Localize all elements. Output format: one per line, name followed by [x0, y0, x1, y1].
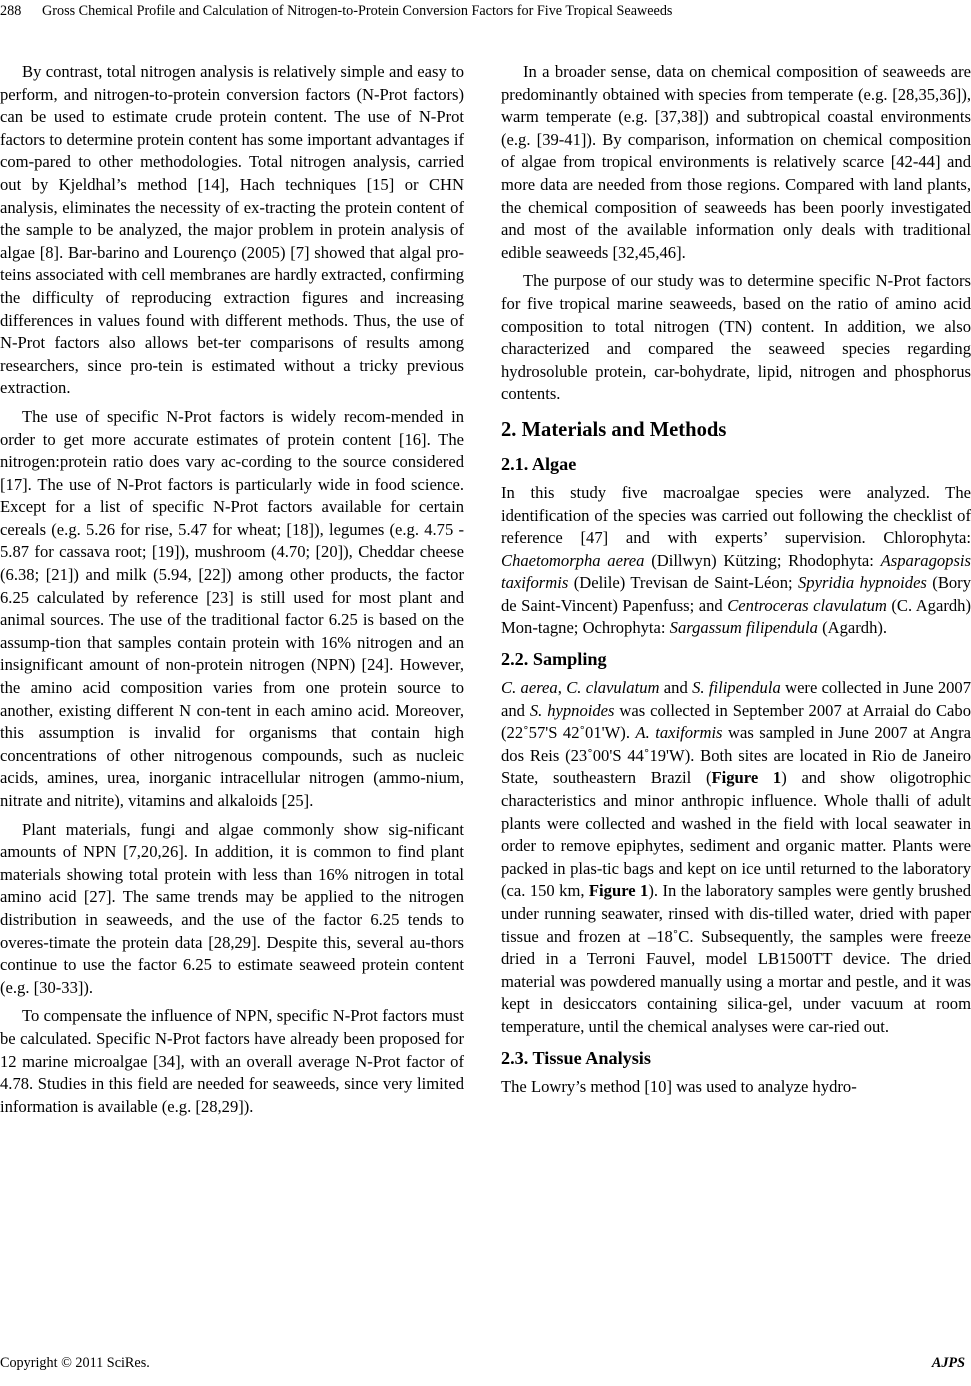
paragraph: To compensate the influence of NPN, specific N-Prot factors must be calculated. Specific N-Prot factors have already been proposed for 12 marine microalgae [34], with an overall average N-Prot factor of 4.78. Studies in this field are needed for seaweeds, since very limited information is available (e.g. [28,29]). [0, 1006, 464, 1116]
text-run: were collected in June 2007 and [501, 678, 971, 720]
paragraph: By contrast, total nitrogen analysis is relatively simple and easy to perform, and nitrogen-to-protein conversion factors (N-Prot factors) can be used to estimate crude protein content. The use of N-Prot factors to determine protein content has some important advantages if com-pared to other methodologies. Total nitrogen analysis, carried out by Kjeldhal’s method [14], Hach techniques [15] or CHN analysis, eliminates the necessity of ex-tracting the protein content of the sample to be analyzed, the major problem in protein analysis of algae [8]. Bar-barino and Lourenço (2005) [7] showed that algal pro-teins associated with cell membranes are hardly extracted, confirming the difficulty of reproducing extraction figures and increasing differences in values found with different methods. Thus, the use of N-Prot factors also allows bet-ter comparisons of results among researchers, since pro-tein is estimated without a tricky previous extraction. [0, 62, 464, 398]
copyright-text: Copyright © 2011 SciRes. [0, 1355, 150, 1371]
page-number: 288 [0, 3, 22, 19]
section-heading: 2. Materials and Methods [501, 418, 727, 441]
paragraph: Plant materials, fungi and algae commonly show sig-nificant amounts of NPN [7,20,26]. In addition, it is common to find plant materials showing total protein with less than 16% nitrogen in total amino acid [27]. The same trends may be applied to the nitrogen distribution in seaweeds, and the use of the factor 6.25 tends to overes-timate the protein data [28,29]. Despite this, several au-thors continue to use the factor 6.25 to estimate seaweed protein content (e.g. [30-33]). [0, 819, 464, 997]
text-run: and [659, 678, 693, 698]
paragraph: In a broader sense, data on chemical composition of seaweeds are predominantly obtained with species from temperate (e.g. [28,35,36]), warm temperate (e.g. [37,38]) and subtropical coastal environments (e.g. [39-41]). By comparison, information on chemical composition of algae from tropical environments is relatively scarce [42-44] and more data are needed from those regions. Compared with land plants, the chemical composition of seaweeds has been poorly investigated and most of the available information only deals with traditional edible seaweeds [32,45,46]. [501, 62, 971, 262]
algae-paragraph [501, 482, 971, 640]
species-name: S. hypnoides [529, 700, 615, 720]
text-run: (Dillwyn) Kützing; Rhodophyta: [644, 550, 881, 570]
paragraph: The purpose of our study was to determine specific N-Prot factors for five tropical marine seaweeds, based on the ratio of amino acid composition to total nitrogen (TN) content. In addition, we also characterized and compared the seaweed species regarding hydrosoluble protein, car-bohydrate, lipid, nitrogen and phosphorus contents. [501, 271, 971, 404]
species-name: Sargassum filipendula [669, 618, 818, 638]
species-name: C. clavulatum [566, 678, 660, 698]
figure-reference: Figure 1 [588, 881, 649, 901]
text-run: In this study five macroalgae species were analyzed. The identification of the species was carried out following the checklist of reference [47] and with experts’ supervision. Chlorophyta: [501, 482, 971, 548]
text-run: (Agardh). [817, 618, 888, 638]
tissue-paragraph: The Lowry’s method [10] was used to analyze hydro- [501, 1076, 857, 1096]
journal-abbreviation: AJPS [931, 1355, 965, 1371]
figure-reference: Figure 1 [711, 768, 782, 788]
text-run: (Delile) Trevisan de Saint-Léon; [568, 573, 798, 593]
text-run: was collected in September 2007 at Arraial do Cabo (22˚57'S 42˚01'W). [501, 700, 971, 743]
subsection-heading-tissue: 2.3. Tissue Analysis [501, 1047, 651, 1068]
paragraph: The use of specific N-Prot factors is widely recom-mended in order to get more accurate estimates of protein content [16]. The nitrogen:protein ratio does vary ac-cording to the source considered [17]. The use of N-Prot factors is particularly wide in food science. Except for a list of specific N-Prot factors available for certain cereals (e.g. 5.26 for rise, 5.47 for wheat; [18]), legumes (e.g. 4.75 - 5.87 for cassava root; [19]), mushroom (4.70; [20]), Cheddar cheese (6.38; [21]) and milk (5.94, [22]) among other products, the factor 6.25 calculated by reference [23] is still used for most plant and animal sources. The use of the traditional factor 6.25 is based on the assump-tion that samples contain protein with 16% nitrogen and an insignificant amount of non-protein nitrogen (NPN) [24]. However, the amino acid composition varies from one protein source to another, existing different N con-tent in each amino acid. Moreover, this assumption is invalid for organisms that contain high concentrations of other nitrogenous compounds, such as nucleic acids, amines, urea, inorganic intracellular nitrogen (ammo-nium, nitrate and nitrite), vitamins and alkaloids [25]. [0, 406, 464, 810]
right-column [501, 61, 971, 1098]
species-name: C. aerea [501, 678, 558, 698]
text-run: , [557, 678, 567, 698]
text-run: ). In the laboratory samples were gently brushed under running seawater, rinsed with dis-tilled water, dried with paper tissue and frozen at –18˚C. Subsequently, the samples were freeze dried in a Terroni Fauvel, model LB1500TT device. The dried material was powdered manually using a mortar and pestle, and it was kept in desiccators containing silica-gel, under vacuum at room temperature, until the chemical analyses were car-ried out. [501, 881, 971, 1036]
running-title: Gross Chemical Profile and Calculation of Nitrogen-to-Protein Conversion Factors for Five Tropical Seaweeds [42, 3, 673, 19]
subsection-heading-algae: 2.1. Algae [501, 453, 577, 474]
sampling-paragraph [501, 677, 971, 1039]
text-run: ) and show oligotrophic characteristics and minor anthropic influence. Whole thalli of adult plants were collected and washed in the field with local seawater in order to remove epiphytes, sediment and organic matter. Plants were packed in plas-tic bags and kept on ice until returned to the laboratory (ca. 150 km, [501, 768, 971, 901]
text-run: was sampled in June 2007 at Angra dos Reis (23˚00'S 44˚19'W). Both sites are located in Rio de Janeiro State, southeastern Brazil ( [501, 723, 971, 788]
running-header [0, 0, 971, 26]
text-run: (C. Agardh) Mon-tagne; Ochrophyta: [501, 595, 971, 638]
species-name: A. taxiformis [635, 723, 723, 743]
subsection-heading-sampling: 2.2. Sampling [501, 649, 607, 670]
species-name: Chaetomorpha aerea [501, 550, 645, 570]
left-column [0, 61, 464, 1118]
page-footer [0, 1353, 965, 1373]
species-name: Asparagopsis taxiformis [501, 550, 971, 593]
species-name: Centroceras clavulatum [727, 595, 887, 615]
text-run: (Bory de Saint-Vincent) Papenfuss; and [501, 573, 971, 615]
species-name: S. filipendula [692, 678, 781, 698]
species-name: Spyridia hypnoides [798, 573, 927, 593]
